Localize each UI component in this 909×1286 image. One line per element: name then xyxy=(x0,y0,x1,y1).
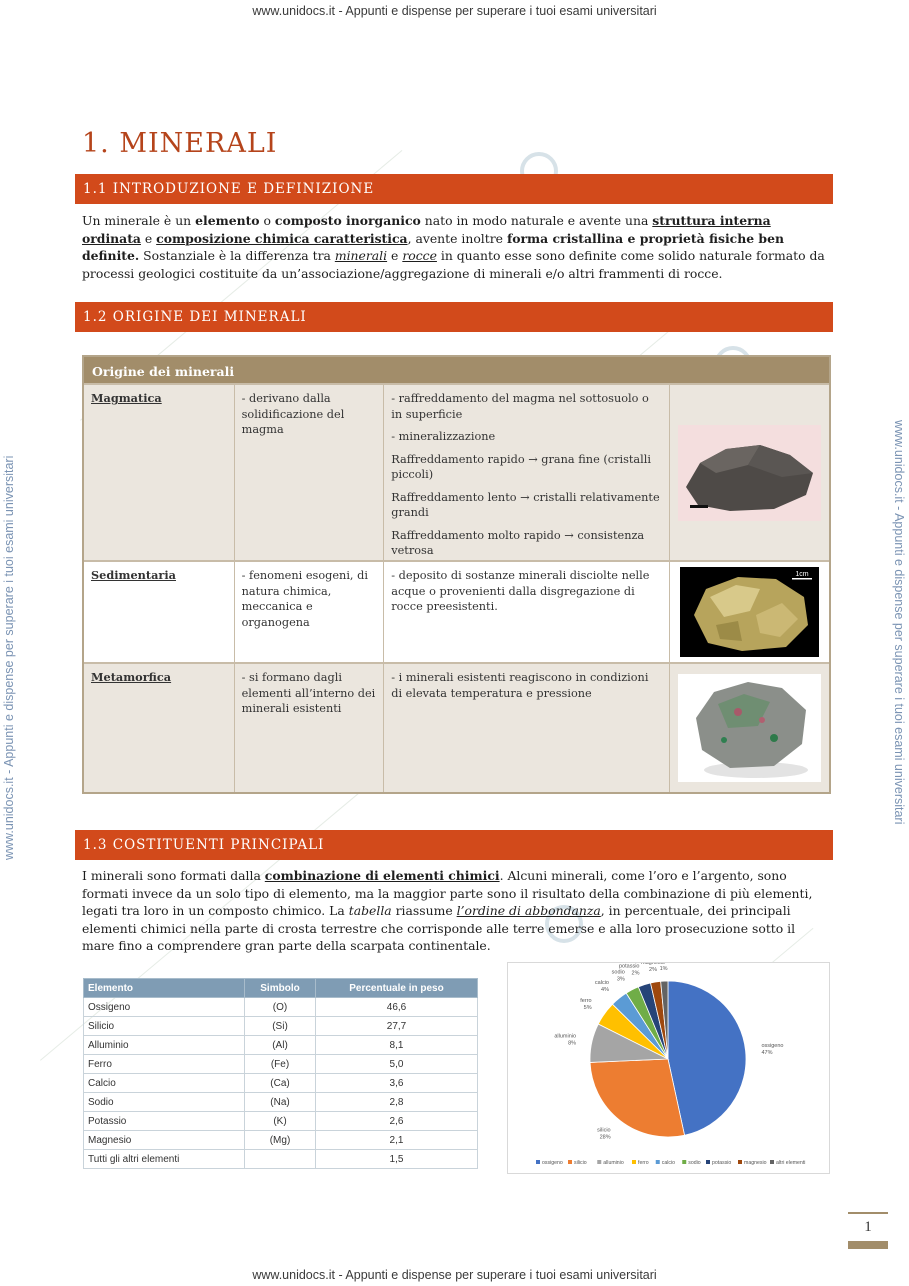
table-row xyxy=(84,662,829,792)
origin-table-header: Origine dei minerali xyxy=(84,357,829,383)
pie-chart-svg xyxy=(508,963,829,1173)
origin-table xyxy=(82,355,831,794)
data-label-percent: 2% xyxy=(631,970,640,977)
origin-details: - raffreddamento del magma nel sottosuolo o in superficie - mineralizzazione Raffreddamento rapido → grana fine (cristalli piccoli) Raffreddamento lento → cristalli relativamente grandi Raffreddamento molto rapido → consistenza vetrosa xyxy=(384,385,670,560)
data-label-percent: 4% xyxy=(601,986,609,993)
element-table xyxy=(83,978,478,1169)
table-row xyxy=(84,383,829,560)
cell-element: Calcio xyxy=(84,1074,245,1093)
metamorphic-rock-image xyxy=(678,674,821,782)
data-label-percent: 8% xyxy=(568,1040,577,1047)
legend-swatch xyxy=(770,1160,774,1164)
legend-label: potassio xyxy=(712,1160,732,1166)
origin-cause: - si formano dagli elementi all’interno dei minerali esistenti xyxy=(235,664,385,792)
magmatic-rock-image xyxy=(678,425,821,521)
intro-paragraph: Un minerale è un elemento o composto inorganico nato in modo naturale e avente una struttura interna ordinata e composizione chimica caratteristica, avente inoltre forma cristallina e proprietà fisiche ben definite. Sostanziale è la differenza tra minerali e rocce in quanto esse sono definite come solido naturale formato da processi geologici costituite da un’associazione/aggregazione di minerali e/o altri frammenti di rocce. xyxy=(82,213,825,281)
cell-element: Magnesio xyxy=(84,1131,245,1150)
legend-label: calcio xyxy=(661,1160,676,1166)
table-row xyxy=(84,1017,478,1036)
legend-label: ossigeno xyxy=(542,1160,563,1166)
page-number-bar xyxy=(848,1241,888,1249)
data-label-percent: 28% xyxy=(599,1134,611,1141)
scale-label: 1cm xyxy=(795,571,809,578)
origin-cause: - fenomeni esogeni, di natura chimica, meccanica e organogena xyxy=(235,562,385,662)
sedimentary-rock-image xyxy=(680,567,819,657)
origin-type: Sedimentaria xyxy=(84,562,235,662)
cell-element: Silicio xyxy=(84,1017,245,1036)
cell-percent: 2,8 xyxy=(316,1093,478,1112)
data-label-name: magnesio xyxy=(641,963,665,967)
data-label-name: sodio xyxy=(611,969,625,976)
cell-symbol: (Al) xyxy=(245,1036,316,1055)
legend-label: alluminio xyxy=(603,1160,624,1166)
data-label-name: silicio xyxy=(597,1127,611,1134)
page-number: 1 xyxy=(864,1219,872,1235)
cell-percent: 27,7 xyxy=(316,1017,478,1036)
cell-element: Alluminio xyxy=(84,1036,245,1055)
cell-symbol xyxy=(245,1150,316,1169)
origin-details: - i minerali esistenti reagiscono in condizioni di elevata temperatura e pressione xyxy=(384,664,670,792)
legend-swatch xyxy=(706,1160,710,1164)
cell-symbol: (O) xyxy=(245,998,316,1017)
data-label-name xyxy=(648,963,679,965)
legend-swatch xyxy=(738,1160,742,1164)
origin-image-cell xyxy=(670,664,829,792)
origin-image-cell xyxy=(670,562,829,662)
legend-label: silicio xyxy=(574,1160,587,1166)
legend-swatch xyxy=(632,1160,636,1164)
data-label-percent: 3% xyxy=(616,976,625,983)
cell-symbol: (Fe) xyxy=(245,1055,316,1074)
cell-percent: 5,0 xyxy=(316,1055,478,1074)
legend-swatch xyxy=(536,1160,540,1164)
cell-percent: 3,6 xyxy=(316,1074,478,1093)
table-row xyxy=(84,1074,478,1093)
legend-label: magnesio xyxy=(744,1160,767,1166)
origin-type: Magmatica xyxy=(84,385,235,560)
page-title: 1. MINERALI xyxy=(82,128,278,159)
data-label-name: ossigeno xyxy=(761,1042,784,1049)
watermark-right: www.unidocs.it - Appunti e dispense per superare i tuoi esami universitari xyxy=(892,420,906,825)
origin-type: Metamorfica xyxy=(84,664,235,792)
pie-slice-silicio xyxy=(590,1059,684,1137)
cell-percent: 2,6 xyxy=(316,1112,478,1131)
data-label-percent: 47% xyxy=(761,1049,773,1056)
table-row xyxy=(84,1150,478,1169)
table-row xyxy=(84,560,829,662)
legend-swatch xyxy=(682,1160,686,1164)
cell-element: Potassio xyxy=(84,1112,245,1131)
cell-element: Tutti gli altri elementi xyxy=(84,1150,245,1169)
legend-swatch xyxy=(568,1160,572,1164)
cell-symbol: (Na) xyxy=(245,1093,316,1112)
data-label-name: calcio xyxy=(594,979,609,986)
cell-percent: 8,1 xyxy=(316,1036,478,1055)
legend-label: ferro xyxy=(638,1160,649,1166)
legend-swatch xyxy=(656,1160,660,1164)
page-number-rule xyxy=(848,1212,888,1214)
column-header: Simbolo xyxy=(245,979,316,998)
cell-element: Ossigeno xyxy=(84,998,245,1017)
cell-percent: 1,5 xyxy=(316,1150,478,1169)
table-row xyxy=(84,1131,478,1150)
column-header: Percentuale in peso xyxy=(316,979,478,998)
data-label-percent: 2% xyxy=(649,967,657,974)
data-label-name: potassio xyxy=(619,963,640,970)
table-header-row xyxy=(84,979,478,998)
cell-element: Sodio xyxy=(84,1093,245,1112)
table-row xyxy=(84,1112,478,1131)
cell-symbol: (Si) xyxy=(245,1017,316,1036)
constituents-paragraph: I minerali sono formati dalla combinazione di elementi chimici. Alcuni minerali, come l’oro e l’argento, sono formati invece da un solo tipo di elemento, ma la maggior parte sono il risultato della combinazione di più elementi, legati tra loro in un composto chimico. La tabella riassume l’ordine di abbondanza, in percentuale, dei principali elementi chimici nella parte di crosta terrestre che corrisponde alle terre emerse e alla loro prosecuzione sotto il mare fino a comprendere gran parte della scarpata continentale. xyxy=(82,868,813,953)
data-label-percent: 5% xyxy=(583,1005,592,1012)
section-heading-constituents: 1.3 COSTITUENTI PRINCIPALI xyxy=(75,830,833,860)
table-row xyxy=(84,998,478,1017)
cell-percent: 46,6 xyxy=(316,998,478,1017)
data-label-name: ferro xyxy=(580,998,592,1005)
cell-element: Ferro xyxy=(84,1055,245,1074)
cell-symbol: (Ca) xyxy=(245,1074,316,1093)
watermark-left: www.unidocs.it - Appunti e dispense per superare i tuoi esami universitari xyxy=(2,455,16,860)
watermark-bottom: www.unidocs.it - Appunti e dispense per superare i tuoi esami universitari xyxy=(252,1268,657,1282)
origin-details: - deposito di sostanze minerali disciolte nelle acque o provenienti dalla disgregazione di rocce preesistenti. xyxy=(384,562,670,662)
table-row xyxy=(84,1055,478,1074)
data-label-percent: 1% xyxy=(659,966,668,973)
pie-chart xyxy=(507,962,830,1174)
cell-symbol: (K) xyxy=(245,1112,316,1131)
table-row xyxy=(84,1036,478,1055)
cell-symbol: (Mg) xyxy=(245,1131,316,1150)
section-heading-origin: 1.2 ORIGINE DEI MINERALI xyxy=(75,302,833,332)
watermark-top: www.unidocs.it - Appunti e dispense per superare i tuoi esami universitari xyxy=(252,4,657,18)
cell-percent: 2,1 xyxy=(316,1131,478,1150)
legend-label: sodio xyxy=(688,1160,701,1166)
data-label-name: alluminio xyxy=(554,1033,577,1040)
origin-cause: - derivano dalla solidificazione del magma xyxy=(235,385,385,560)
column-header: Elemento xyxy=(84,979,245,998)
legend-label: altri elementi xyxy=(776,1160,806,1166)
table-row xyxy=(84,1093,478,1112)
origin-image-cell xyxy=(670,385,829,560)
section-heading-introduction: 1.1 INTRODUZIONE E DEFINIZIONE xyxy=(75,174,833,204)
legend-swatch xyxy=(597,1160,601,1164)
